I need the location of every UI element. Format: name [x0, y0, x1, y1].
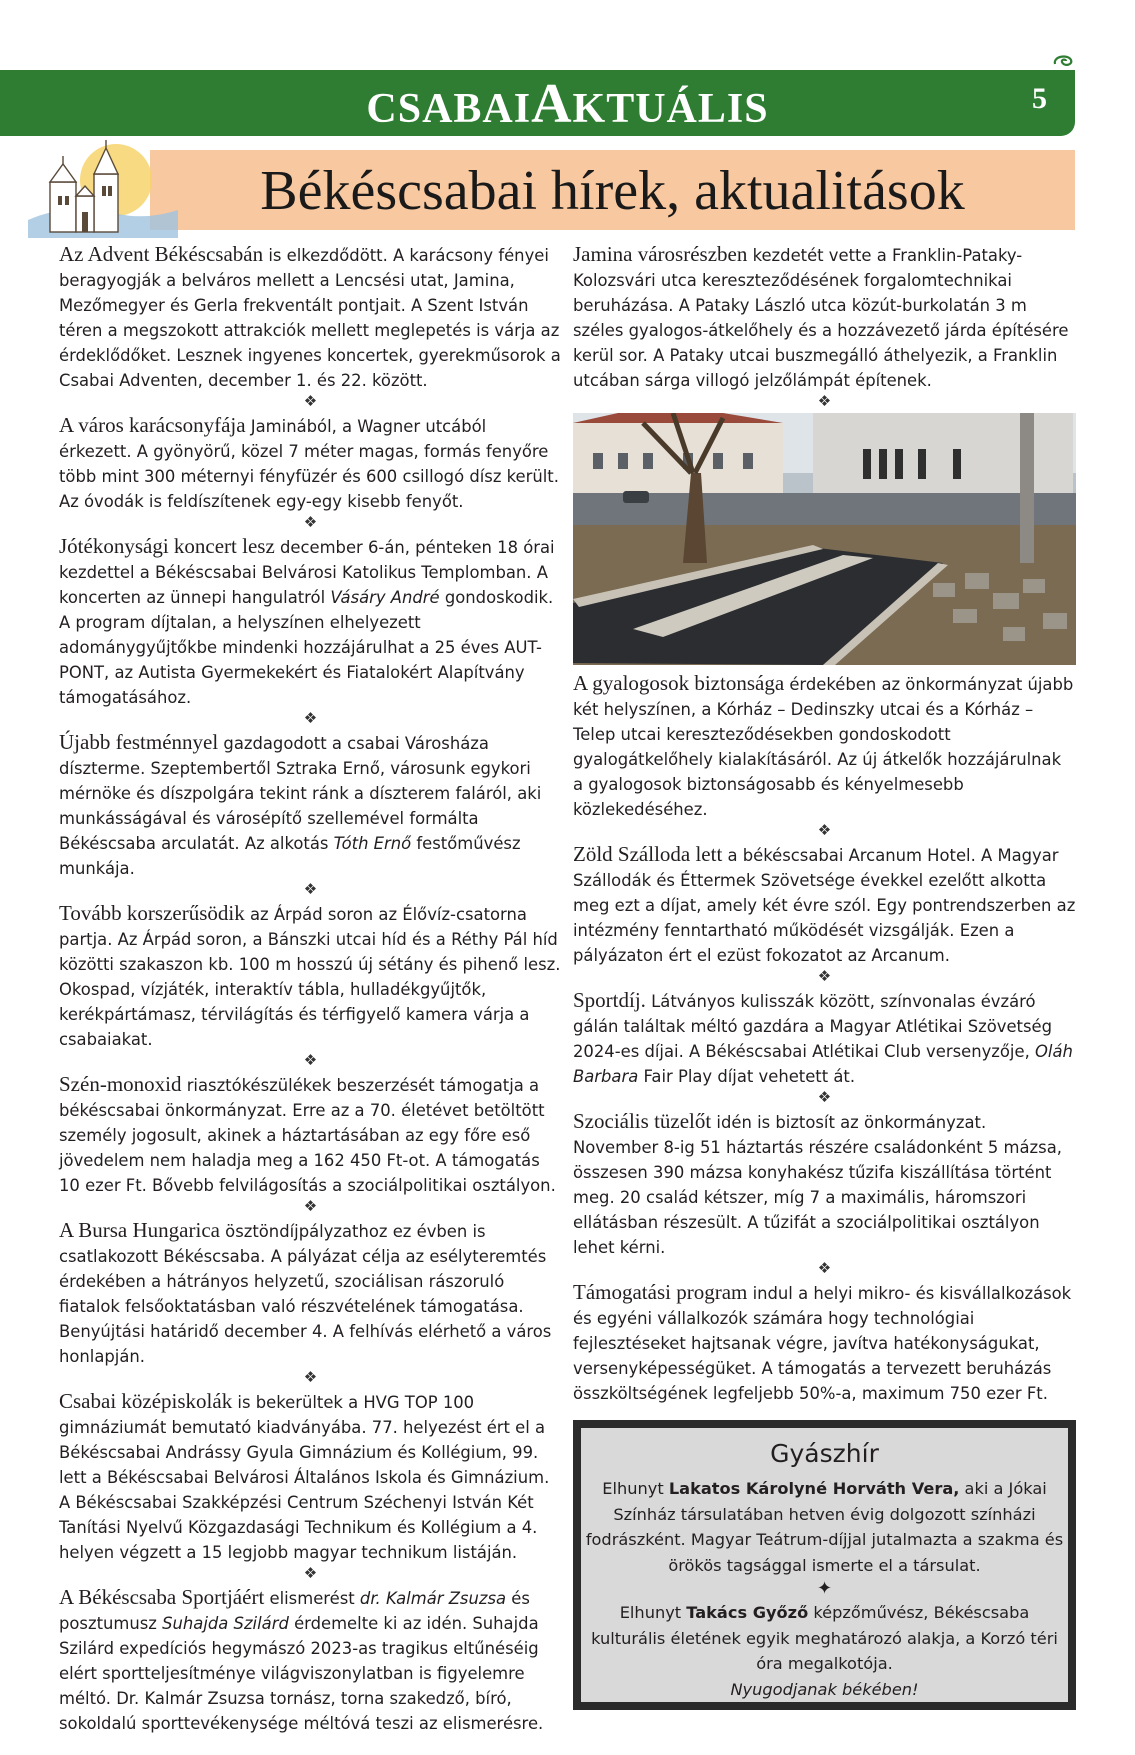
article-bursa-hungarica [59, 1218, 562, 1369]
article-text: is bekerültek a HVG TOP 100 gimnáziumát bemutató kiadványába. 77. helyezést ért el a Békéscsabai Andrássy Gyula Gimnázium és Kollégium, 99. lett a Békéscsabai Belvárosi Általános Iskola és Gimnázium. A Békéscsabai Szakképzési Centrum Széchenyi István Két Tanítási Nyelvű Közgazdasági Technikum és Kollégium a 4. helyen végzett a 15 legjobb magyar technikum listáján. [59, 1393, 550, 1562]
article-lead: Zöld Szálloda lett [573, 842, 723, 866]
article-christmas-tree [59, 413, 562, 514]
article-co-detector [59, 1072, 562, 1198]
article-high-schools [59, 1389, 562, 1565]
article-text: riasztókészülékek beszerzését támogatja a békéscsabai önkormányzat. Erre az a 70. életévet betöltött személy jogosult, akinek a háztartásában az egy főre eső jövedelem nem haladja meg a 162 450 Ft-ot. A támogatás 10 ezer Ft. Bővebb felvilágosítás a szociálpolitikai osztályon. [59, 1076, 556, 1195]
separator-icon: ❖ [817, 967, 832, 985]
article-text: indul a helyi mikro- és kisvállalkozások és egyéni vállalkozók számára hogy technológiai fejlesztéseket hajtsanak végre, javítva hatékonyságukat, versenyképességüket. A támogatás a tervezett beruházás összköltségének legfeljebb 50%-a, maximum 750 ezer Ft. [573, 1284, 1072, 1403]
article-lead: Csabai középiskolák [59, 1389, 233, 1413]
page-title: Békéscsabai hírek, aktualitások [260, 160, 965, 222]
article-painting [59, 730, 562, 881]
article-text: gazdagodott a csabai Városháza díszterme. Szeptembertől Sztraka Ernő, városunk egykori mérnöke és díszpolgára tekint ránk a díszterem faláról, aki munkásságával és városépítő szellemével formálta Békéscsaba arculatát. Az alkotás [59, 734, 542, 853]
article-advent [59, 242, 562, 393]
article-text: gondoskodik. A program díjtalan, a helyszínen elhelyezett adománygyűjtőkbe mindenki hozzájárulhat a 25 éves AUT-PONT, az Autista Gyermekekért és Fiatalokért Alapítvány támogatásához. [59, 588, 554, 707]
obituary-text: Elhunyt [602, 1479, 669, 1498]
separator-icon: ❖ [303, 880, 318, 898]
article-text: érdemelte ki az idén. Suhajda Szilárd expedíciós hegymászó 2023-as tragikus eltűnéséig elért sportteljesítménye világviszonylatban is figyelemre méltó. Dr. Kalmár Zsuzsa tornász, torna szakedző, bíró, sokoldalú sporttevékenysége méltóvá teszi az elismerésre. [59, 1614, 544, 1733]
article-text: idén is biztosít az önkormányzat. November 8-ig 51 háztartás részére családonként 5 mázsa, összesen 390 mázsa konyhakész tűzifa kiszállítása történt meg. 20 család kétszer, míg 7 a maximális, háromszori ellátásban részesült. A tűzifát a szociálpolitikai osztályon lehet kérni. [573, 1113, 1062, 1257]
article-text: Jaminából, a Wagner utcából érkezett. A gyönyörű, közel 7 méter magas, formás fenyőre több mint 300 méternyi fényfüzér és 600 csillogó dísz került. Az óvodák is feldíszítenek egy-egy kisebb fenyőt. [59, 417, 559, 511]
separator-icon: ❖ [817, 821, 832, 839]
obituary-closing [581, 1677, 1068, 1703]
right-column [573, 242, 1076, 1710]
article-text: festőművész munkája. [59, 834, 521, 878]
article-text: és posztumusz [59, 1589, 530, 1633]
obituary-text: aki a Jókai Színház társulatában hetven évig dolgozott színházi fodrászként. Magyar Teátrum-díjjal jutalmazta a szakma és örökös tagsággal ismerte el a társulat. [585, 1479, 1064, 1575]
article-lead: Tovább korszerűsödik [59, 901, 245, 925]
article-text: Fair Play díjat vehetett át. [638, 1067, 856, 1086]
obituary-content [581, 1428, 1068, 1702]
article-text: elismerést [264, 1589, 360, 1608]
article-lead: Az Advent Békéscsabán [59, 242, 264, 266]
article-text: érdekében az önkormányzat újabb két helyszínen, a Kórház – Dedinszky utcai és a Kórház – Telep utcai kereszteződésekben gondoskodott gyalogátkelőhely kialakításáról. Az új átkelők hozzájárulnak a gyalogosok biztonságosabb és kényelmesebb közlekedéséhez. [573, 675, 1074, 819]
separator-icon: ❖ [303, 513, 318, 531]
crosswalk-photo-illustration [573, 413, 1076, 665]
obituary-name: Takács Győző [686, 1603, 809, 1622]
header-title [0, 72, 1135, 141]
separator-icon: ❖ [303, 1368, 318, 1386]
obituary-title: Gyászhír [770, 1439, 879, 1468]
article-name: Vásáry André [330, 588, 440, 607]
separator-icon: ❖ [303, 1197, 318, 1215]
obituary-divider-icon: ✦ [816, 1578, 833, 1599]
header-title-initial: A [531, 73, 573, 135]
obituary-paragraph [581, 1476, 1068, 1578]
article-support-program [573, 1280, 1076, 1406]
article-riverside [59, 901, 562, 1052]
article-lead: Újabb festménnyel [59, 730, 219, 754]
article-name: Oláh Barbara [573, 1042, 1073, 1086]
separator-icon: ❖ [817, 392, 832, 410]
article-name: Tóth Ernő [333, 834, 412, 853]
article-lead: Jótékonysági koncert lesz [59, 534, 275, 558]
article-sport-prize [573, 988, 1076, 1089]
crosswalk-photo [573, 413, 1076, 665]
article-firewood [573, 1109, 1076, 1260]
article-lead: Szociális tüzelőt [573, 1109, 712, 1133]
article-charity-concert [59, 534, 562, 710]
article-name: Suhajda Szilárd [162, 1614, 289, 1633]
article-jamina [573, 242, 1076, 393]
header-title-prefix: CSABAI [366, 86, 532, 132]
article-text: kezdetét vette a Franklin-Pataky-Kolozsvári utca kereszteződésének forgalomtechnikai beruházása. A Pataky László utca közút-burkolatán 3 m széles gyalogos-átkelőhely és a hozzávezető járda építésére kerül sor. A Pataky utcai buszmegálló áthelyezik, a Franklin utcában sárga villogó jelzőlámpát építenek. [573, 246, 1069, 390]
separator-icon: ❖ [817, 1259, 832, 1277]
obituary-text: képzőművész, Békéscsaba kulturális életének egyik meghatározó alakja, a Korzó téri óra megalkotója. [591, 1603, 1058, 1673]
page-number: 5 [1032, 82, 1047, 115]
article-pedestrian-safety [573, 671, 1076, 822]
article-name: dr. Kalmár Zsuzsa [359, 1589, 507, 1608]
separator-icon: ❖ [817, 1088, 832, 1106]
separator-icon: ❖ [303, 1564, 318, 1582]
separator-icon: ❖ [303, 392, 318, 410]
article-lead: A Békéscsaba Sportjáért [59, 1585, 265, 1609]
article-text: ösztöndíjpályzathoz ez évben is csatlakozott Békéscsaba. A pályázat célja az esélyteremtés érdekében a hátrányos helyzetű, szociálisan rászoruló fiatalok felsőoktatásban való részvételének támogatása. Benyújtási határidő december 4. A felhívás elérhető a város honlapján. [59, 1222, 552, 1366]
separator-icon: ❖ [303, 709, 318, 727]
article-text: a békéscsabai Arcanum Hotel. A Magyar Szállodák és Éttermek Szövetsége évekkel ezelőtt alkotta meg ezt a díjat, amely két évre szól. Egy pontrendszerben az intézmény fenntartható működését vizsgálják. Ezen a pályázaton ért el ezüst fokozatot az Arcanum. [573, 846, 1076, 965]
swirl-icon [1050, 50, 1076, 72]
article-lead: Jamina városrészben [573, 242, 748, 266]
left-column [59, 242, 562, 1736]
article-text: Látványos kulisszák között, színvonalas évzáró gálán találtak méltó gazdára a Magyar Atlétikai Szövetség 2024-es díjai. A Békéscsabai Atlétikai Club versenyzője, [573, 992, 1052, 1061]
article-lead: A gyalogosok biztonsága [573, 671, 785, 695]
article-text: is elkezdődött. A karácsony fényei beragyogják a belváros mellett a Lencsési utat, Jamina, Mezőmegyer és Gerla frekventált pontjait. A Szent István téren a megszokott attrakciók mellett meglepetés is várja az érdeklődőket. Lesznek ingyenes koncertek, gyerekműsorok a Csabai Adventen, december 1. és 22. között. [59, 246, 561, 390]
article-lead: Sportdíj. [573, 988, 646, 1012]
obituary-name: Lakatos Károlyné Horváth Vera, [668, 1479, 960, 1498]
header-title-suffix: KTUÁLIS [572, 86, 769, 132]
article-lead: A város karácsonyfája [59, 413, 246, 437]
obituary-closing-text: Nyugodjanak békében! [730, 1679, 919, 1699]
article-lead: Támogatási program [573, 1280, 748, 1304]
article-green-hotel [573, 842, 1076, 968]
obituary-text: Elhunyt [619, 1603, 687, 1622]
obituary-paragraph [581, 1600, 1068, 1677]
obituary-box [573, 1420, 1076, 1710]
article-lead: A Bursa Hungarica [59, 1218, 220, 1242]
separator-icon: ❖ [303, 1051, 318, 1069]
article-text: az Árpád soron az Élővíz-csatorna partja. Az Árpád soron, a Bánszki utcai híd és a Réthy Pál híd közötti szakaszon kb. 100 m hosszú új sétány és pihenő lesz. Okospad, vízjáték, interaktív tábla, hulladékgyűjtők, kerékpártámasz, térvilágítás és térfigyelő kamera várja a csabaiakat. [59, 905, 561, 1049]
article-lead: Szén-monoxid [59, 1072, 182, 1096]
article-sport-award [59, 1585, 562, 1736]
article-text: december 6-án, pénteken 18 órai kezdettel a Békéscsabai Belvárosi Katolikus Templomban. A koncerten az ünnepi hangulatról [59, 538, 555, 607]
